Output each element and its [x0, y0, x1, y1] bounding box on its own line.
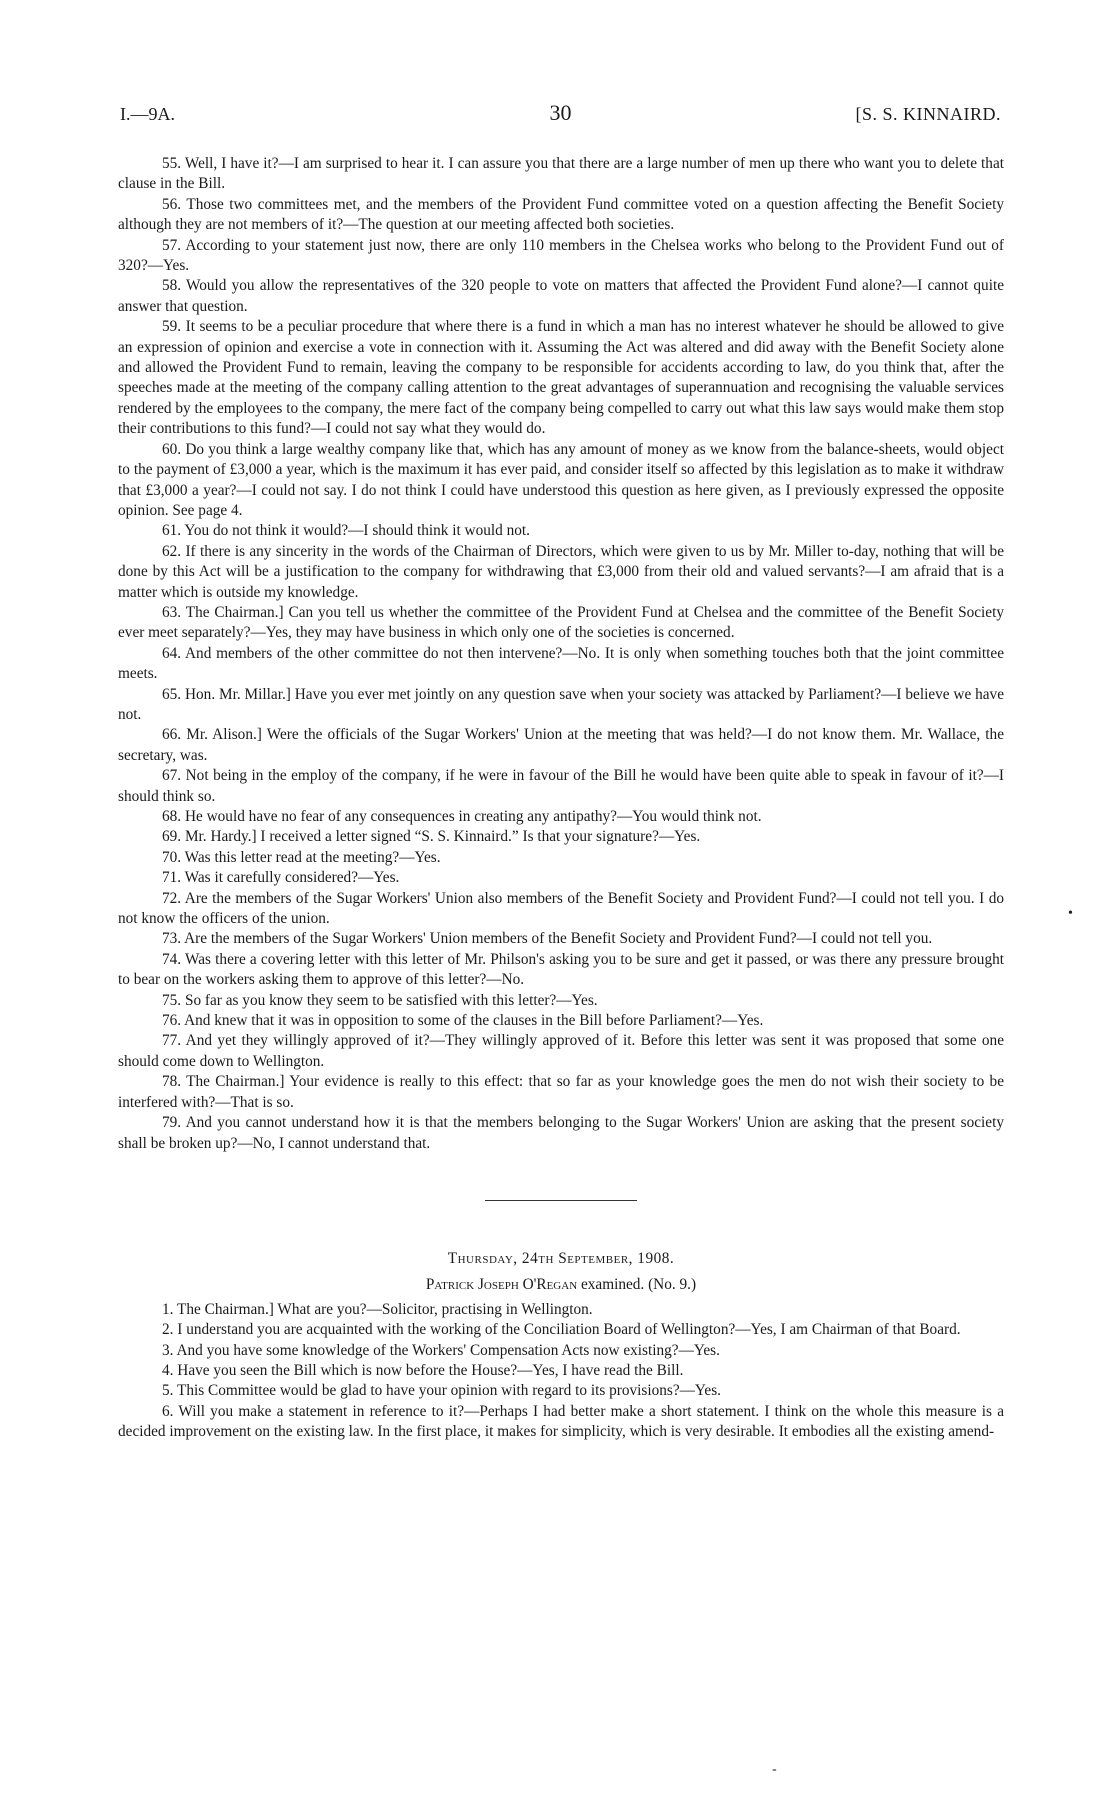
question-1: 1. The Chairman.] What are you?—Solicitor, practising in Wellington.	[162, 1300, 593, 1318]
question-63: 63. The Chairman.] Can you tell us whether the committee of the Provident Fund at Chelsea and the committee of the Benefit Society ever meet separately?—Yes, they may have business in which only one of the societies is concerned.	[118, 603, 1004, 642]
question-71: 71. Was it carefully considered?—Yes.	[162, 869, 400, 887]
page-number: 30	[549, 100, 572, 125]
evidence-section-oregan	[118, 1300, 1004, 1443]
witness-header: [S. S. KINNAIRD.	[855, 104, 1001, 124]
hearing-date: Thursday, 24th September, 1908.	[447, 1249, 675, 1267]
evidence-section-kinnaird	[118, 154, 1004, 1154]
question-59: 59. It seems to be a peculiar procedure that where there is a fund in which a man has no interest whatever he should be allowed to give an expression of opinion and exercise a vote in connection with it. Assuming the Act was altered and did away with the Benefit Society alone and allowed the Provident Fund to remain, leaving the company to be responsible for accidents according to law, do you think that, after the speeches made at the meeting of the company calling attention to the great advantages of superannuation and recognising the valuable services rendered by the employees to the company, the mere fact of the company being compelled to carry out what this law says would make them stop their contributions to this fund?—I could not say what they would do.	[118, 318, 1004, 438]
question-70: 70. Was this letter read at the meeting?—Yes.	[162, 848, 441, 866]
question-65: 65. Hon. Mr. Millar.] Have you ever met jointly on any question save when your society was attacked by Parliament?—I believe we have not.	[118, 685, 1004, 723]
section-divider	[485, 1200, 637, 1201]
question-76: 76. And knew that it was in opposition to some of the clauses in the Bill before Parliament?—Yes.	[162, 1012, 764, 1030]
question-67: 67. Not being in the employ of the company, if he were in favour of the Bill he would have been quite able to speak in favour of it?—I should think so.	[118, 767, 1004, 805]
question-74: 74. Was there a covering letter with this letter of Mr. Philson's asking you to be sure and get it passed, or was there any pressure brought to bear on the workers asking them to approve of this letter?—No.	[118, 950, 1004, 989]
witness-status: examined. (No. 9.)	[580, 1276, 697, 1294]
question-64: 64. And members of the other committee do not then intervene?—No. It is only when something touches both that the joint committee meets.	[118, 644, 1004, 683]
question-72: 72. Are the members of the Sugar Workers' Union also members of the Benefit Society and Provident Fund?—I could not tell you. I do not know the officers of the union.	[118, 889, 1004, 928]
margin-mark: •	[1068, 906, 1073, 921]
question-79: 79. And you cannot understand how it is that the members belonging to the Sugar Workers' Union are asking that the present society shall be broken up?—No, I cannot understand that.	[118, 1114, 1004, 1152]
document-body	[118, 154, 1004, 1443]
question-2: 2. I understand you are acquainted with the working of the Conciliation Board of Wellington?—Yes, I am Chairman of that Board.	[162, 1321, 961, 1339]
witness-heading	[118, 1275, 1004, 1295]
question-3: 3. And you have some knowledge of the Workers' Compensation Acts now existing?—Yes.	[162, 1341, 720, 1359]
question-78: 78. The Chairman.] Your evidence is really to this effect: that so far as your knowledge goes the men do not wish their society to be interfered with?—That is so.	[118, 1073, 1004, 1111]
question-69: 69. Mr. Hardy.] I received a letter signed “S. S. Kinnaird.” Is that your signature?—Yes.	[162, 828, 701, 846]
question-75: 75. So far as you know they seem to be satisfied with this letter?—Yes.	[162, 991, 598, 1009]
question-68: 68. He would have no fear of any consequences in creating any antipathy?—You would think not.	[162, 808, 762, 825]
question-6: 6. Will you make a statement in reference to it?—Perhaps I had better make a short statement. I think on the whole this measure is a decided improvement on the existing law. In the first place, it makes for simplicity, which is very desirable. It embodies all the existing amend-	[118, 1402, 1004, 1441]
question-61: 61. You do not think it would?—I should think it would not.	[162, 522, 530, 540]
question-77: 77. And yet they willingly approved of it?—They willingly approved of it. Before this letter was sent it was proposed that some one should come down to Wellington.	[118, 1032, 1004, 1070]
question-56: 56. Those two committees met, and the members of the Provident Fund committee voted on a question affecting the Benefit Society although they are not members of it?—The question at our meeting affected both societies.	[118, 195, 1004, 234]
question-66: 66. Mr. Alison.] Were the officials of the Sugar Workers' Union at the meeting that was held?—I do not know them. Mr. Wallace, the secretary, was.	[118, 726, 1004, 764]
question-62: 62. If there is any sincerity in the words of the Chairman of Directors, which were given to us by Mr. Miller to-day, nothing that will be done by this Act will be a justification to the company for withdrawing that £3,000 from their old and valued servants?—I am afraid that is a matter which is outside my knowledge.	[118, 542, 1004, 601]
question-5: 5. This Committee would be glad to have your opinion with regard to its provisions?—Yes.	[162, 1382, 722, 1400]
question-73: 73. Are the members of the Sugar Workers' Union members of the Benefit Society and Provident Fund?—I could not tell you.	[162, 930, 933, 948]
question-55: 55. Well, I have it?—I am surprised to hear it. I can assure you that there are a large number of men up there who want you to delete that clause in the Bill.	[118, 155, 1004, 193]
question-4: 4. Have you seen the Bill which is now before the House?—Yes, I have read the Bill.	[162, 1361, 684, 1379]
question-58: 58. Would you allow the representatives of the 320 people to vote on matters that affected the Provident Fund alone?—I cannot quite answer that question.	[118, 277, 1004, 315]
bottom-mark: -	[772, 1762, 777, 1777]
document-reference: I.—9A.	[120, 104, 175, 124]
question-60: 60. Do you think a large wealthy company like that, which has any amount of money as we know from the balance-sheets, would object to the payment of £3,000 a year, which is the maximum it has ever paid, and consider itself so affected by this legislation as to make it withdraw that £3,000 a year?—I could not say. I do not think I could have understood this question as here given, as I previously expressed the opposite opinion. See page 4.	[118, 440, 1004, 519]
witness-name: Patrick Joseph O'Regan	[425, 1276, 578, 1294]
page-header	[120, 100, 1001, 128]
question-57: 57. According to your statement just now, there are only 110 members in the Chelsea works who belong to the Provident Fund out of 320?—Yes.	[118, 236, 1004, 275]
